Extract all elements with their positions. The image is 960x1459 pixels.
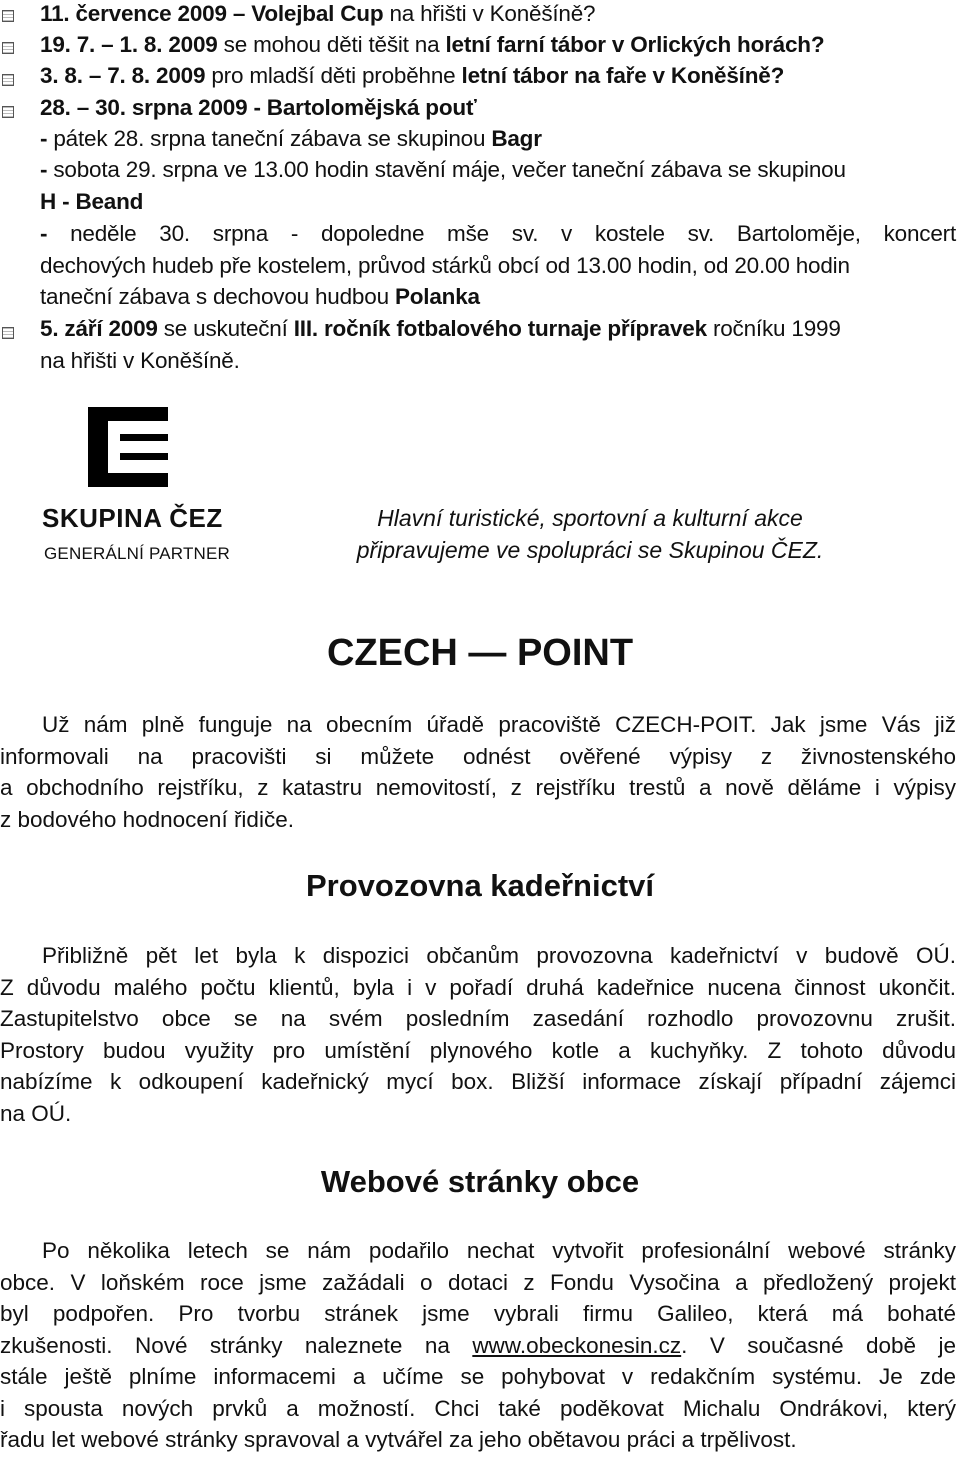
event-pout-saturday-band: H - Beand [40,189,144,214]
event-pout-title: 28. – 30. srpna 2009 - Bartolomějská pouť [40,95,477,120]
event-pout-sunday-3: taneční zábava s dechovou hudbou Polanka [40,284,480,309]
event-farni-tabor: 19. 7. – 1. 8. 2009 se mohou děti těšit na letní farní tábor v Orlických horách? [40,32,825,57]
web-line-with-link: zkušenosti. Nové stránky naleznete na www.obeckonesin.cz. V současné době je [0,1332,956,1358]
event-fotbal-line2: na hřišti v Koněšíně. [40,348,240,373]
website-link[interactable]: www.obeckonesin.cz [472,1332,682,1358]
event-pout-friday: - pátek 28. srpna taneční zábava se skupinou Bagr [40,126,542,151]
event-fotbal: 5. září 2009 se uskuteční III. ročník fotbalového turnaje přípravek ročníku 1999 [40,316,841,341]
bullet-icon [2,10,14,22]
logo-name: SKUPINA ČEZ [42,503,223,533]
partner-caption: Hlavní turistické, sportovní a kulturní akce připravujeme ve spolupráci se Skupinou ČEZ. [356,505,824,563]
web-paragraph: Po několika letech se nám podařilo nechat vytvořit profesionální webové stránky obce. V loňském roce jsme zažádali o dotaci z Fondu Vysočina a předložený projekt byl podpořen. Pro tvorbu stránek jsme vybrali firmu Galileo, která má bohaté zkušenosti. Nové stránky naleznete na www.obeckonesin.cz. V současné době je stále ještě plníme informacemi a učíme se pohybovat v redakčním systému. Je zde i spousta nových prvků a možností. Chci také poděkovat Michalu Ondrákovi, který řadu let webové stránky spravoval a vytvářel za jeho obětavou práci a trpělivost. [0,1238,956,1452]
event-pout-sunday-1: - neděle 30. srpna - dopoledne mše sv. v kostele sv. Bartoloměje, koncert [40,221,956,246]
bullet-icon [2,327,14,339]
cez-logo-icon [88,407,168,487]
bullet-icon [2,74,14,86]
event-tabor-fara: 3. 8. – 7. 8. 2009 pro mladší děti proběhne letní tábor na faře v Koněšíně? [40,63,785,88]
heading-czech-point: CZECH — POINT [326,632,634,674]
heading-kadernictvi: Provozovna kadeřnictví [305,868,654,903]
event-pout-saturday: - sobota 29. srpna ve 13.00 hodin stavění máje, večer taneční zábava se skupinou [40,157,846,182]
bullet-icon [2,106,14,118]
heading-web: Webové stránky obce [320,1164,640,1199]
logo-subtitle: GENERÁLNÍ PARTNER [44,544,231,563]
czech-point-paragraph: Už nám plně funguje na obecním úřadě pracoviště CZECH-POIT. Jak jsme Vás již informovali na pracovišti si můžete odnést ověřené výpisy z živnostenského a obchodního rejstříku, z katastru nemovitostí, z rejstříku trestů a nově děláme i výpisy z bodového hodnocení řidiče. [0,712,956,832]
kadernictvi-paragraph: Přibližně pět let byla k dispozici občanům provozovna kadeřnictví v budově OÚ. Z důvodu malého počtu klientů, byla i v pořadí druhá kadeřnice nucena činnost ukončit. Zastupitelstvo obce se na svém posledním zasedání rozhodlo provozovnu zrušit. Prostory budou využity pro umístění plynového kotle a kuchyňky. Z tohoto důvodu nabízíme k odkoupení kadeřnický mycí box. Bližší informace získají případní zájemci na OÚ. [0,943,956,1126]
bullet-icon [2,42,14,54]
event-volejbal: 11. července 2009 – Volejbal Cup na hřišti v Koněšíně? [40,1,596,26]
event-pout-sunday-2: dechových hudeb pře kostelem, průvod stárků obcí od 13.00 hodin, od 20.00 hodin [40,253,850,278]
